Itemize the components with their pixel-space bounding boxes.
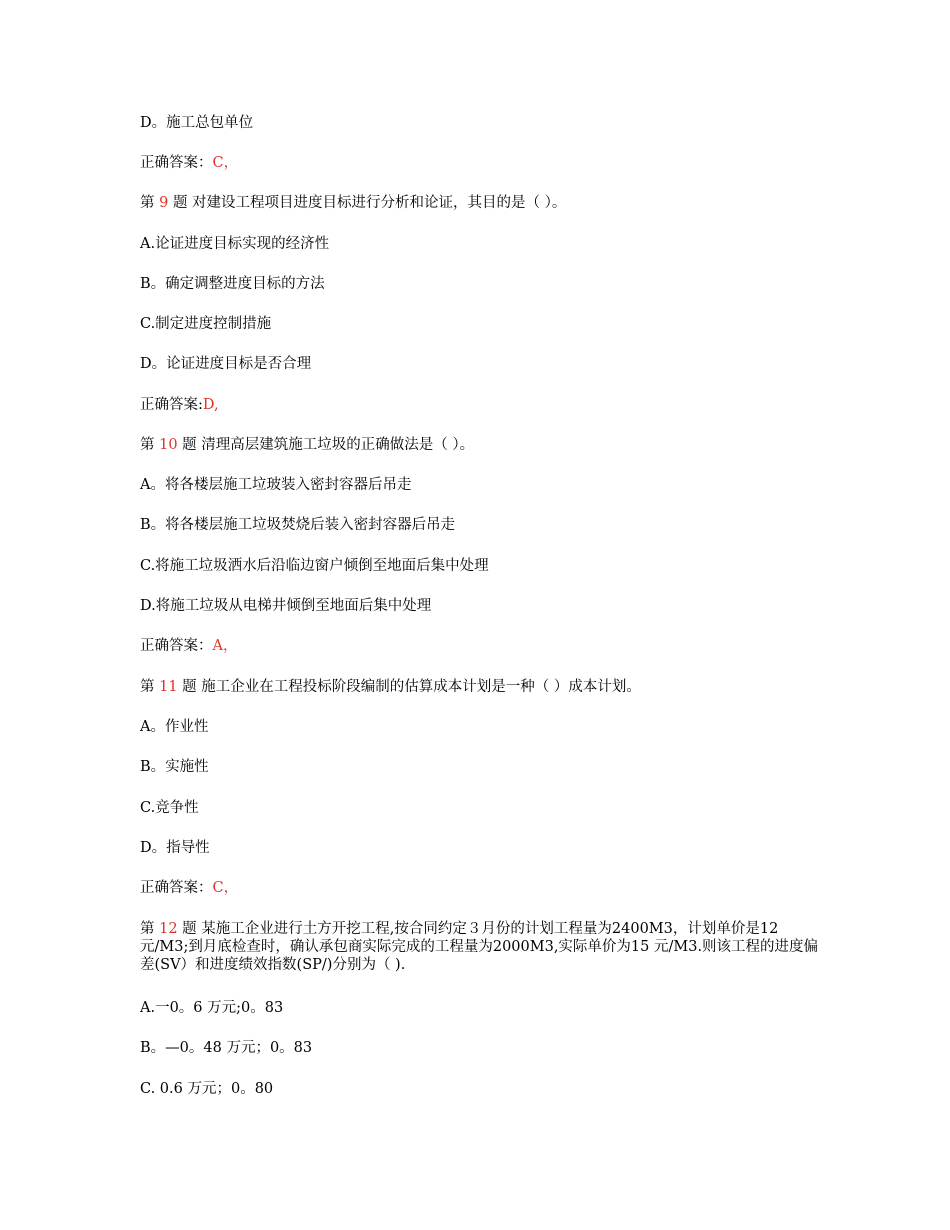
option-c-q12: C. 0.6 万元；0。80 (140, 1081, 274, 1097)
answer-q9 (140, 395, 219, 415)
question-11 (140, 677, 641, 697)
option-c-q11: C.竞争性 (140, 800, 199, 816)
option-d-q9: D。论证进度目标是否合理 (140, 356, 312, 372)
option-d-q8: D。施工总包单位 (140, 115, 254, 131)
answer-value: C， (212, 155, 239, 171)
option-a-q12: A.一0。6 万元;0。83 (140, 1000, 284, 1016)
question-text: 题 清理高层建筑施工垃圾的正确做法是（ ）。 (177, 437, 475, 453)
answer-q11 (140, 878, 238, 898)
answer-label: 正确答案： (140, 638, 213, 654)
option-b-q12: B。—0。48 万元；0。83 (140, 1040, 313, 1056)
question-prefix: 第 (140, 921, 160, 937)
option-d-q11: D。指导性 (140, 840, 210, 856)
option-b-q9: B。确定调整进度目标的方法 (140, 276, 325, 292)
answer-value: A， (212, 638, 238, 654)
option-c-q10: C.将施工垃圾洒水后沿临边窗户倾倒至地面后集中处理 (140, 558, 489, 574)
option-c-q9: C.制定进度控制措施 (140, 316, 272, 332)
option-d-q10: D.将施工垃圾从电梯井倾倒至地面后集中处理 (140, 598, 432, 614)
option-b-q11: B。实施性 (140, 759, 209, 775)
option-b-q10: B。将各楼层施工垃圾焚烧后装入密封容器后吊走 (140, 517, 456, 533)
question-prefix: 第 (140, 195, 160, 211)
option-a-q9: A.论证进度目标实现的经济性 (140, 236, 330, 252)
question-text: 题 对建设工程项目进度目标进行分析和论证，其目的是（ ）。 (168, 195, 567, 211)
question-number: 9 (159, 195, 169, 211)
question-12 (140, 920, 820, 974)
answer-q10 (140, 636, 237, 656)
answer-label: 正确答案： (140, 880, 213, 896)
answer-value: C， (212, 880, 239, 896)
answer-label: 正确答案： (140, 155, 213, 171)
question-prefix: 第 (140, 437, 160, 453)
question-9 (140, 193, 566, 213)
answer-value: D, (202, 397, 219, 413)
option-a-q10: A。将各楼层施工垃玻装入密封容器后吊走 (140, 477, 412, 493)
question-10 (140, 435, 474, 455)
question-number: 11 (159, 679, 178, 695)
question-text: 题 某施工企业进行土方开挖工程,按合同约定３月份的计划工程量为2400M3，计划单价是12 元/M3;到月底检查时，确认承包商实际完成的工程量为2000M3,实际单价为15 元/M3.则该工程的进度偏差(SV）和进度绩效指数(SP/)分别为（ ). (140, 921, 819, 973)
question-number: 10 (159, 437, 178, 453)
question-prefix: 第 (140, 679, 160, 695)
answer-q8 (140, 153, 238, 173)
question-number: 12 (159, 921, 178, 937)
question-text: 题 施工企业在工程投标阶段编制的估算成本计划是一种（ ）成本计划。 (177, 679, 641, 695)
option-a-q11: A。作业性 (140, 719, 209, 735)
document-page (140, 0, 820, 1230)
answer-label: 正确答案: (140, 397, 203, 413)
